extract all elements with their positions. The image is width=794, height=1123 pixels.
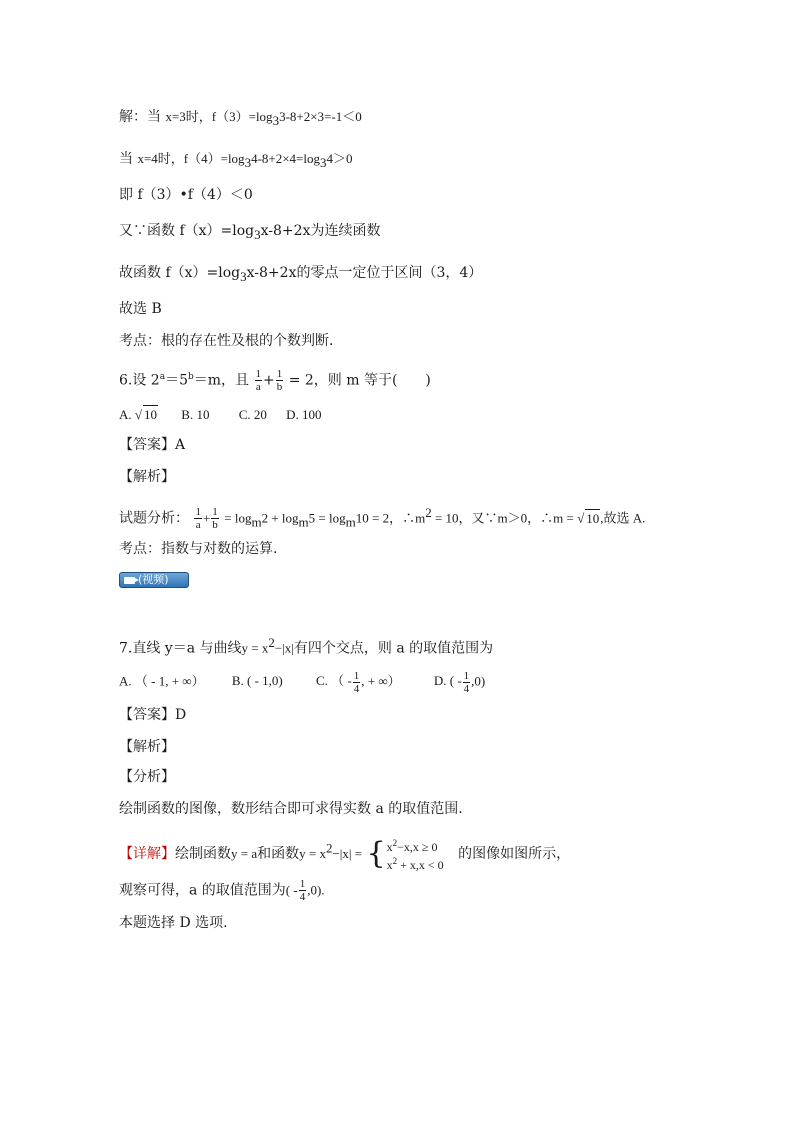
analysis-6: 【解析】: [119, 469, 175, 485]
answer-6: 【答案】A: [119, 437, 186, 453]
answer-7: 【答案】D: [119, 707, 187, 723]
detail-7: 【详解】绘制函数y = a和函数$y = x^2-|x|$ = { $x^2-x,x \ge 0$ $x^2 + x,x < 0$ 的图像如图所示，: [119, 836, 571, 872]
piecewise-brace: {: [366, 836, 386, 871]
video-camera-icon: [124, 577, 135, 584]
fraction-d: $\frac{1}{4}$: [463, 670, 470, 695]
observe-7: 观察可得，a 的取值范围为( - $\frac{1}{4}$ ,0).: [119, 878, 325, 903]
fraction-2-b: $\frac{1}{b}$: [212, 506, 218, 532]
piecewise-cases: $x^2-x,x \ge 0$ $x^2 + x,x < 0$: [386, 838, 444, 872]
question-7-stem: 7.直线 y＝a 与曲线$y = x^2-|x|$有四个交点，则 a 的取值范围为: [119, 635, 494, 657]
fraction-c: $\frac{1}{4}$: [353, 670, 360, 695]
solution-line-2: 当 x=4时，$f(4)=\log_34-8+2\times 4=\log_34>0$: [119, 151, 353, 170]
solution-line-4: 又∵函数 $f(x)=\log_3x-8+2x$为连续函数: [119, 223, 381, 242]
video-button[interactable]: (视频): [119, 572, 189, 588]
fenxi-text-7: 绘制函数的图像，数形结合即可求得实数 a 的取值范围.: [119, 801, 463, 817]
question-7-options: A. （ - 1, + ∞） B. ( - 1,0) C. （ - $\frac{1}{4}$ , + ∞） D. ( - $\frac{1}{4}$ ,0): [119, 670, 486, 695]
fraction-2-a: $\frac{1}{a}$: [195, 506, 201, 532]
solution-conclusion: 故选 B: [119, 301, 162, 317]
kaodian-5: 考点：根的存在性及根的个数判断．: [119, 333, 343, 349]
kaodian-6: 考点：指数与对数的运算.: [119, 541, 278, 557]
analysis-7: 【解析】: [119, 739, 175, 755]
question-6-options: A. √ 10 B. 10 C. 20 D. 100: [119, 407, 322, 422]
solution-line-5: 故函数 $f(x)=\log_3x-8+2x$的零点一定位于区间（3，4）: [119, 265, 483, 284]
sqrt-sign: √: [134, 407, 143, 422]
fraction-obs: $\frac{1}{4}$: [299, 878, 306, 903]
fraction-1-a: $\frac{1}{a}$: [255, 368, 262, 394]
fraction-1-b: $\frac{1}{b}$: [276, 368, 283, 394]
solution-line-3: 即 f（3）•f（4）＜0: [119, 187, 253, 203]
fenxi-7: 【分析】: [119, 769, 175, 785]
solution-line-1: 解：当 x=3时，$f(3)=\log_33-8+2\times 3=-1<0$: [119, 109, 362, 128]
question-6-stem: 6.设 $2^a=5^b=m$，且 $\frac{1}{a}$ + $\frac{1}{b}$ = 2，则 m 等于( ): [119, 368, 431, 394]
detail-6: 试题分析： $\frac{1}{a}$ + $\frac{1}{b}$ = $\log_m2 + \log_m5 = \log_m10 = 2$，$\therefore m^2 = 10$，又∵m＞0，∴m = √ 10,故选 A.: [119, 505, 646, 532]
choose-7: 本题选择 D 选项.: [119, 915, 228, 931]
